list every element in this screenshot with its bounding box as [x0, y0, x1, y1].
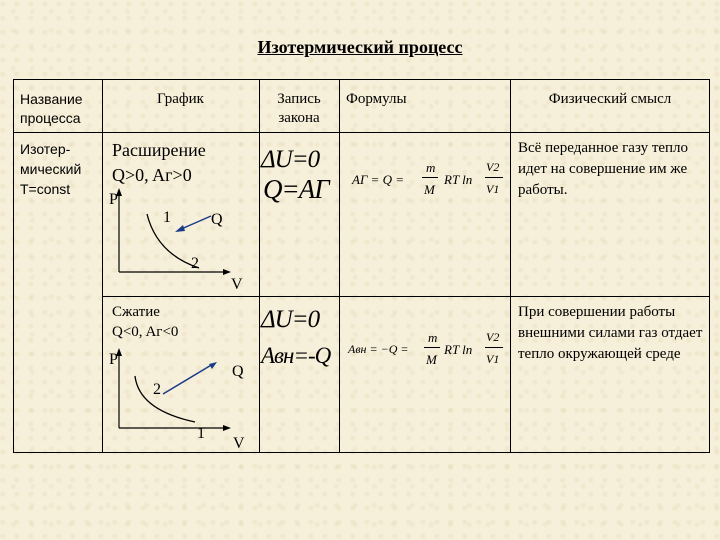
- compression-formula-lhs: Aвн = −Q =: [348, 342, 409, 356]
- compression-axis-v-label: V: [233, 435, 245, 452]
- compression-point-2: 2: [153, 381, 161, 398]
- compression-law-line1: ΔU=0: [261, 306, 320, 333]
- header-graph: График: [157, 91, 204, 107]
- compression-formula-v2: V2: [486, 330, 500, 344]
- expansion-formula-lhs: AГ = Q =: [352, 172, 405, 187]
- header-meaning: Физический смысл: [548, 91, 672, 107]
- expansion-formula-v2: V2: [486, 160, 500, 174]
- expansion-fraction-bar: [422, 177, 438, 178]
- compression-point-1: 1: [197, 425, 205, 442]
- expansion-meaning: Всё переданное газу тепло идет на совершение им же работы.: [518, 140, 689, 198]
- column-divider: [339, 80, 340, 452]
- expansion-law-line1: ΔU=0: [261, 146, 320, 173]
- compression-formula-rtln: RT ln: [444, 342, 473, 357]
- page-title: Изотермический процесс: [257, 37, 463, 57]
- compression-heat-arrow: [163, 364, 213, 394]
- process-name-line2: мический: [20, 161, 82, 177]
- column-divider: [259, 80, 260, 452]
- compression-v-arrow: [223, 425, 231, 431]
- compression-formula: [348, 330, 508, 376]
- expansion-formula-rtln: RT ln: [444, 172, 473, 187]
- expansion-point-2: 2: [191, 255, 199, 272]
- compression-v-fraction-bar: [485, 347, 503, 348]
- row-divider: [102, 296, 709, 297]
- compression-heat-arrowhead: [209, 362, 217, 369]
- compression-isotherm: [135, 376, 195, 422]
- compression-pv-graph: [109, 342, 259, 454]
- compression-condition: Q<0, Aг<0: [112, 324, 179, 340]
- expansion-heat-label: Q: [211, 211, 223, 228]
- expansion-title: Расширение: [112, 140, 206, 160]
- expansion-heat-arrowhead: [175, 225, 185, 232]
- header-formulas: Формулы: [346, 91, 407, 107]
- expansion-v-fraction-bar: [485, 177, 503, 178]
- expansion-formula-M: M: [424, 182, 435, 197]
- process-table: [13, 79, 710, 453]
- expansion-condition: Q>0, Aг>0: [112, 165, 192, 185]
- process-name-line3: T=const: [20, 181, 71, 197]
- compression-title: Сжатие: [112, 304, 160, 320]
- header-law: Запись закона: [277, 91, 321, 126]
- compression-formula-M: M: [426, 352, 437, 367]
- expansion-formula-v1: V1: [486, 182, 500, 196]
- compression-formula-m: m: [428, 330, 438, 345]
- header-divider: [14, 132, 709, 133]
- expansion-v-arrow: [223, 269, 231, 275]
- expansion-point-1: 1: [163, 209, 171, 226]
- expansion-axis-p-label: P: [109, 191, 118, 208]
- compression-axis-p-label: P: [109, 351, 118, 368]
- expansion-pv-graph: [109, 184, 259, 296]
- expansion-axis-v-label: V: [231, 276, 243, 293]
- header-process-name: Название процесса: [20, 91, 83, 126]
- compression-meaning: При совершении работы внешними силами газ отдает тепло окружающей среде: [518, 304, 703, 362]
- process-name-line1: Изотер-: [20, 141, 71, 157]
- column-divider: [102, 80, 103, 452]
- compression-law-line2: Aвн=-Q: [261, 343, 331, 368]
- expansion-formula-m: m: [426, 160, 436, 175]
- expansion-formula: [352, 160, 510, 206]
- compression-fraction-bar: [424, 347, 440, 348]
- compression-formula-v1: V1: [486, 352, 500, 366]
- compression-heat-label: Q: [232, 363, 244, 380]
- column-divider: [510, 80, 511, 452]
- expansion-law-line2: Q=AГ: [263, 174, 329, 204]
